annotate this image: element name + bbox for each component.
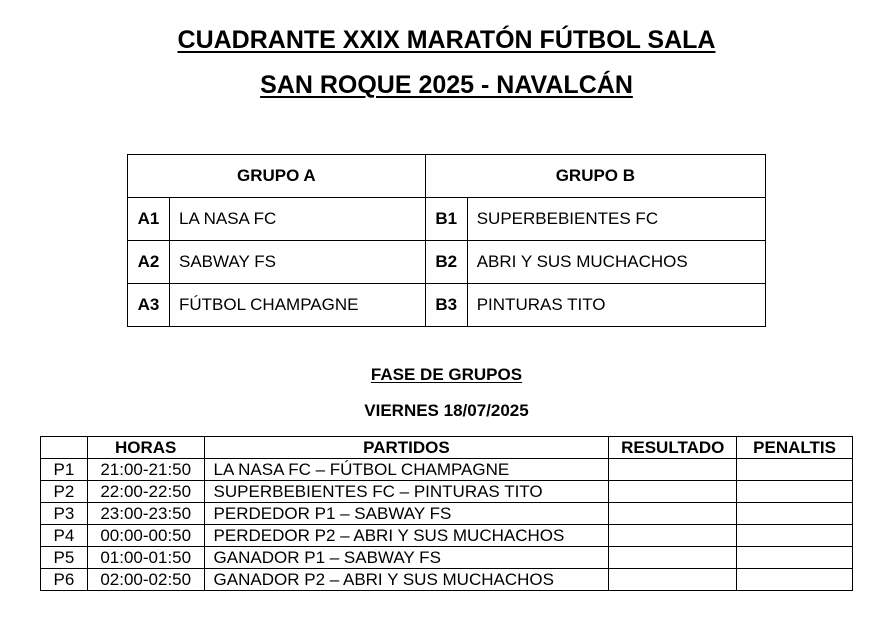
groups-header-row — [128, 155, 766, 198]
match-id: P3 — [41, 503, 88, 525]
schedule-table — [40, 436, 853, 591]
id-column-header — [41, 437, 88, 459]
group-b-header: GRUPO B — [425, 155, 765, 198]
team-name: PINTURAS TITO — [467, 284, 765, 327]
schedule-row — [41, 459, 853, 481]
match-penalties — [737, 459, 853, 481]
team-code: B3 — [425, 284, 467, 327]
match-result — [609, 569, 737, 591]
groups-row — [128, 241, 766, 284]
result-column-header: RESULTADO — [609, 437, 737, 459]
match-result — [609, 503, 737, 525]
match-id: P6 — [41, 569, 88, 591]
match-teams: LA NASA FC – FÚTBOL CHAMPAGNE — [204, 459, 609, 481]
match-teams: GANADOR P1 – SABWAY FS — [204, 547, 609, 569]
team-code: A3 — [128, 284, 170, 327]
schedule-row — [41, 525, 853, 547]
day-title: VIERNES 18/07/2025 — [364, 401, 529, 420]
match-penalties — [737, 525, 853, 547]
groups-row — [128, 284, 766, 327]
hours-column-header: HORAS — [87, 437, 204, 459]
match-result — [609, 547, 737, 569]
match-hours: 22:00-22:50 — [87, 481, 204, 503]
document-subtitle: SAN ROQUE 2025 - NAVALCÁN — [260, 71, 633, 99]
team-code: A2 — [128, 241, 170, 284]
schedule-row — [41, 569, 853, 591]
penalties-column-header: PENALTIS — [737, 437, 853, 459]
match-hours: 01:00-01:50 — [87, 547, 204, 569]
match-result — [609, 525, 737, 547]
groups-table — [127, 154, 766, 327]
groups-row — [128, 198, 766, 241]
match-teams: PERDEDOR P1 – SABWAY FS — [204, 503, 609, 525]
match-id: P2 — [41, 481, 88, 503]
match-hours: 00:00-00:50 — [87, 525, 204, 547]
match-id: P4 — [41, 525, 88, 547]
team-name: FÚTBOL CHAMPAGNE — [170, 284, 426, 327]
match-teams: SUPERBEBIENTES FC – PINTURAS TITO — [204, 481, 609, 503]
team-code: B1 — [425, 198, 467, 241]
document-title: CUADRANTE XXIX MARATÓN FÚTBOL SALA — [177, 26, 716, 54]
schedule-row — [41, 503, 853, 525]
match-teams: PERDEDOR P2 – ABRI Y SUS MUCHACHOS — [204, 525, 609, 547]
match-penalties — [737, 569, 853, 591]
match-penalties — [737, 481, 853, 503]
match-penalties — [737, 503, 853, 525]
match-id: P5 — [41, 547, 88, 569]
matches-column-header: PARTIDOS — [204, 437, 609, 459]
schedule-header-row — [41, 437, 853, 459]
team-name: SUPERBEBIENTES FC — [467, 198, 765, 241]
match-id: P1 — [41, 459, 88, 481]
team-name: ABRI Y SUS MUCHACHOS — [467, 241, 765, 284]
group-a-header: GRUPO A — [128, 155, 426, 198]
schedule-row — [41, 481, 853, 503]
match-teams: GANADOR P2 – ABRI Y SUS MUCHACHOS — [204, 569, 609, 591]
match-hours: 21:00-21:50 — [87, 459, 204, 481]
phase-title: FASE DE GRUPOS — [370, 365, 523, 384]
team-code: A1 — [128, 198, 170, 241]
team-code: B2 — [425, 241, 467, 284]
team-name: LA NASA FC — [170, 198, 426, 241]
match-penalties — [737, 547, 853, 569]
match-hours: 23:00-23:50 — [87, 503, 204, 525]
match-result — [609, 459, 737, 481]
team-name: SABWAY FS — [170, 241, 426, 284]
match-result — [609, 481, 737, 503]
match-hours: 02:00-02:50 — [87, 569, 204, 591]
schedule-row — [41, 547, 853, 569]
